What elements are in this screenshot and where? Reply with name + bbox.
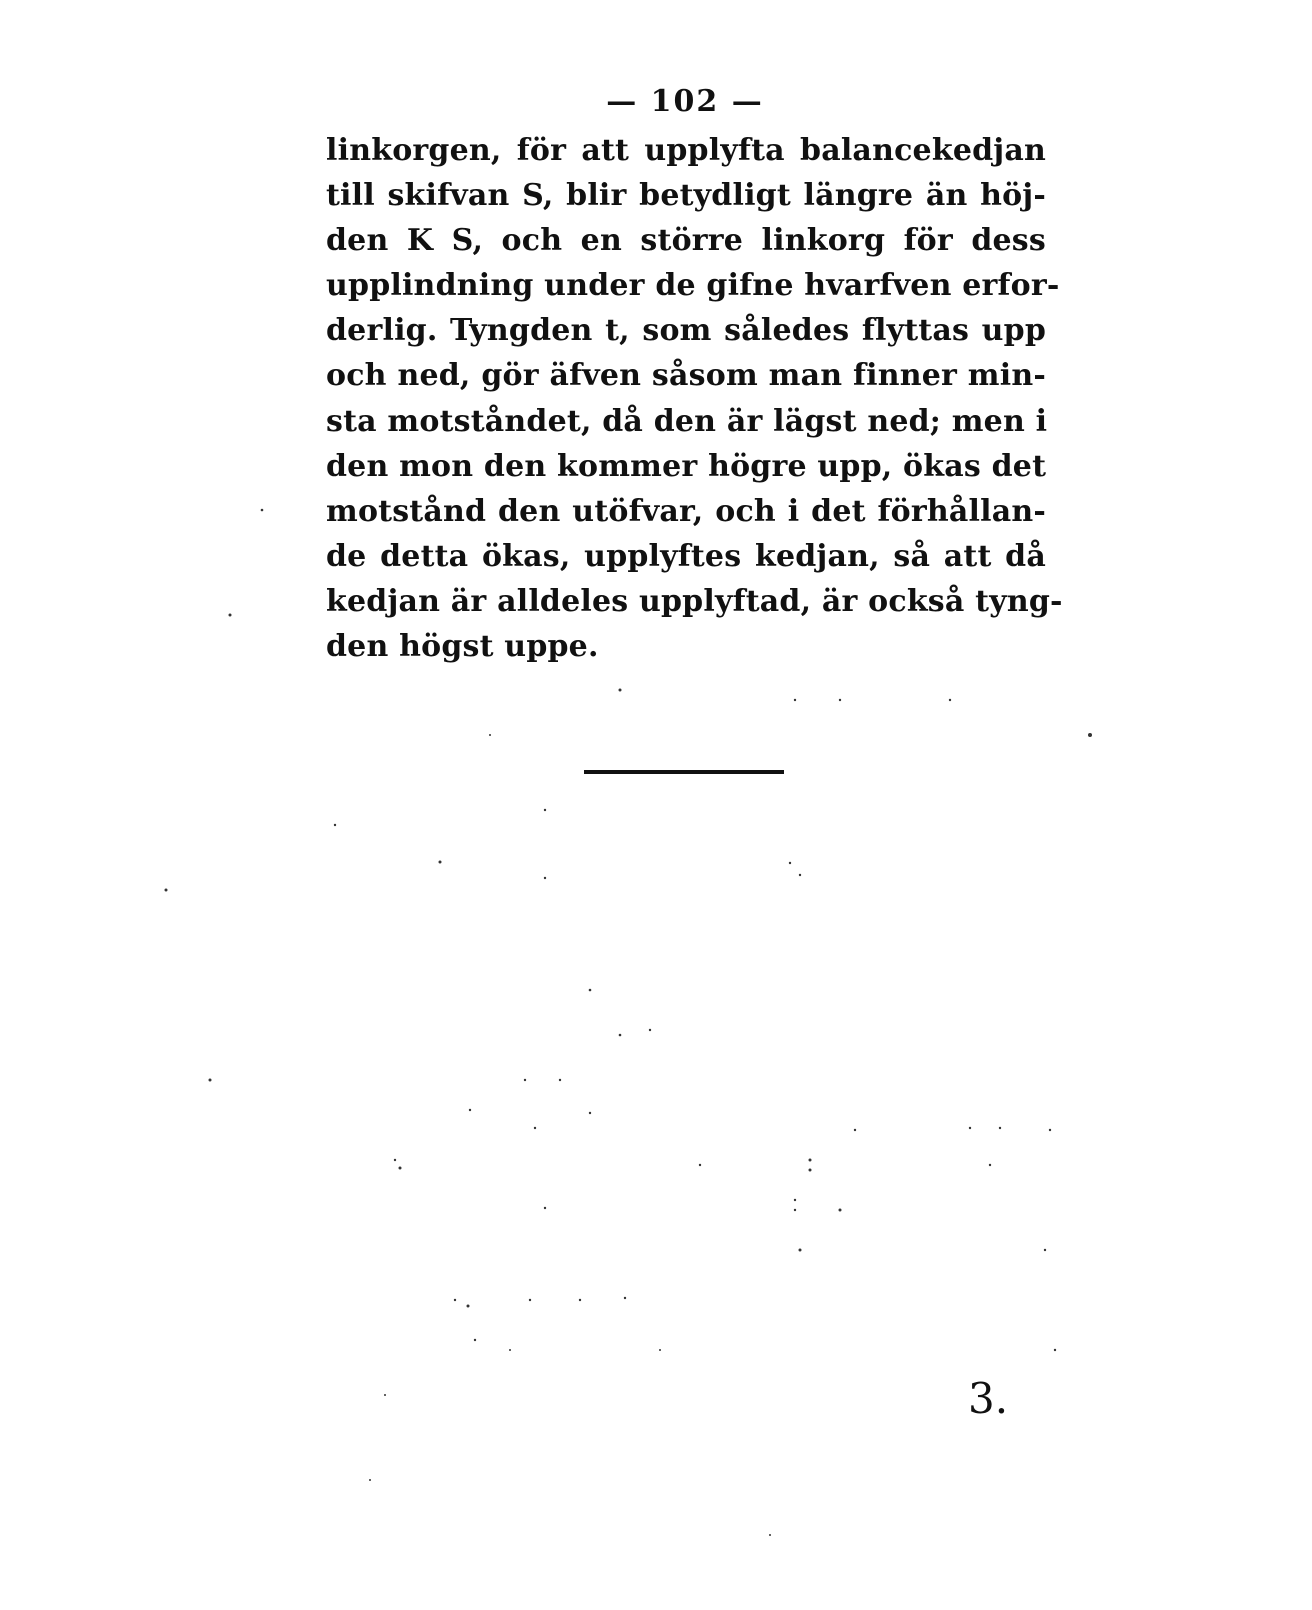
text-line: och ned, gör äfven såsom man finner min- [326,358,1046,394]
signature-mark: 3. [968,1374,1009,1423]
text-line: upplindning under de gifne hvarfven erfor- [326,268,1060,304]
text-line: kedjan är alldeles upplyftad, är också tyng- [326,583,1063,619]
text-line: motstånd den utöfvar, och i det förhållan- [326,493,1046,529]
text-line: den mon den kommer högre upp, ökas det [326,448,1047,484]
text-line: linkorgen, för att upplyfta balancekedjan [326,133,1046,168]
text-line: sta motståndet, då den är lägst ned; men i [326,403,1048,439]
text-line: de detta ökas, upplyftes kedjan, så att då [326,538,1046,574]
text-line: derlig. Tyngden t, som således flyttas upp [326,313,1046,349]
text-line: till skifvan S, blir betydligt längre än höj- [326,178,1046,214]
text-line: den K S, och en större linkorg för dess [326,223,1046,259]
page-number-header: — 102 — [606,84,764,119]
text-line-last: den högst uppe. [326,629,599,665]
